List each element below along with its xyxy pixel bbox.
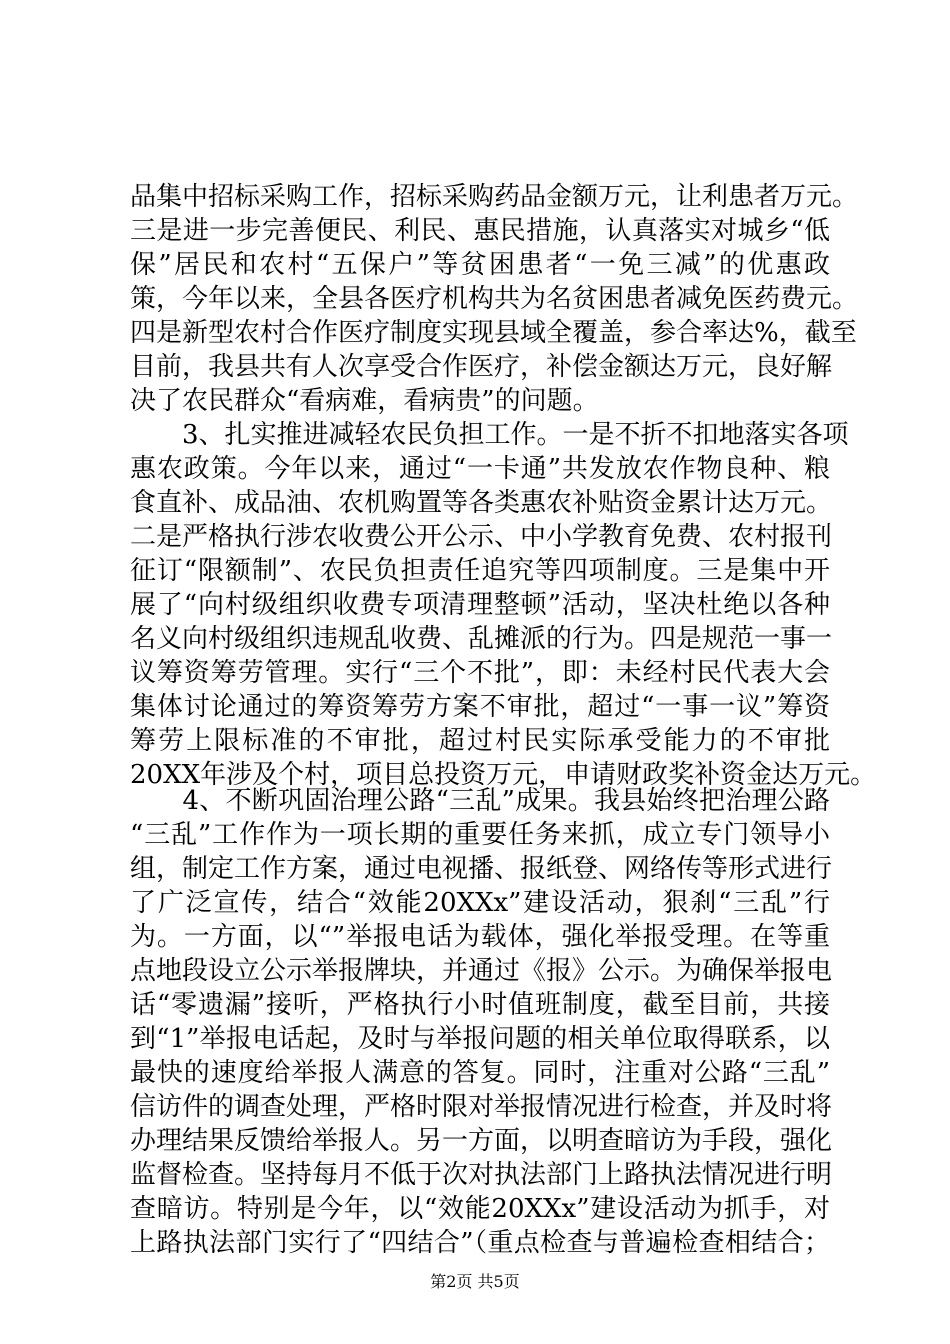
text-line: 名义向村级组织违规乱收费、乱摊派的行为。四是规范一事一 xyxy=(130,624,833,654)
text-line: 惠农政策。今年以来，通过“一卡通”共发放农作物良种、粮 xyxy=(130,454,830,484)
text-line: 上路执法部门实行了“四结合”（重点检查与普遍检查相结合； xyxy=(130,1228,830,1258)
text-line: 集体讨论通过的筹资筹劳方案不审批，超过“一事一议”筹资 xyxy=(130,692,830,722)
text-line: 策，今年以来，全县各医疗机构共为名贫困患者减免医药费元。 xyxy=(130,284,859,314)
text-line: 三是进一步完善便民、利民、惠民措施，认真落实对城乡“低 xyxy=(130,216,830,246)
text-line: 议筹资筹劳管理。实行“三个不批”，即：未经村民代表大会 xyxy=(130,658,830,688)
text-line: 最快的速度给举报人满意的答复。同时，注重对公路“三乱” xyxy=(130,1058,830,1088)
text-line: 四是新型农村合作医疗制度实现县域全覆盖，参合率达%，截至 xyxy=(130,318,857,348)
text-line: 筹劳上限标准的不审批，超过村民实际承受能力的不审批 xyxy=(130,726,830,756)
text-line: 保”居民和农村“五保户”等贫困患者“一免三减”的优惠政 xyxy=(130,250,830,280)
text-line: 组，制定工作方案，通过电视播、报纸登、网络传等形式进行 xyxy=(130,854,833,884)
text-line: 3、扎实推进减轻农民负担工作。一是不折不扣地落实各项 xyxy=(130,420,849,450)
text-line: 信访件的调查处理，严格时限对举报情况进行检查，并及时将 xyxy=(130,1092,833,1122)
text-line: 到“1”举报电话起，及时与举报问题的相关单位取得联系，以 xyxy=(130,1024,830,1054)
text-line: 二是严格执行涉农收费公开公示、中小学教育免费、农村报刊 xyxy=(130,522,833,552)
text-line: 品集中招标采购工作，招标采购药品金额万元，让利患者万元。 xyxy=(130,182,859,212)
text-line: 征订“限额制”、农民负担责任追究等四项制度。三是集中开 xyxy=(130,556,830,586)
page-number-footer: 第2页 共5页 xyxy=(430,1272,520,1291)
text-line: 监督检查。坚持每月不低于次对执法部门上路执法情况进行明 xyxy=(130,1160,833,1190)
text-line: 食直补、成品油、农机购置等各类惠农补贴资金累计达万元。 xyxy=(130,488,833,518)
text-line: “三乱”工作作为一项长期的重要任务来抓，成立专门领导小 xyxy=(130,820,830,850)
text-line: 目前，我县共有人次享受合作医疗，补偿金额达万元，良好解 xyxy=(130,352,833,382)
text-line: 为。一方面，以“”举报电话为载体，强化举报受理。在等重 xyxy=(130,922,830,952)
text-line: 了广泛宣传，结合“效能20XXx”建设活动，狠刹“三乱”行 xyxy=(130,888,830,918)
text-line: 展了“向村级组织收费专项清理整顿”活动，坚决杜绝以各种 xyxy=(130,590,830,620)
text-line: 决了农民群众“看病难，看病贵”的问题。 xyxy=(130,386,599,416)
text-line: 办理结果反馈给举报人。另一方面，以明查暗访为手段，强化 xyxy=(130,1126,833,1156)
text-line: 查暗访。特别是今年，以“效能20XXx”建设活动为抓手，对 xyxy=(130,1194,830,1224)
text-line: 20XX年涉及个村，项目总投资万元，申请财政奖补资金达万元。 xyxy=(130,760,877,790)
text-line: 话“零遗漏”接听，严格执行小时值班制度，截至目前，共接 xyxy=(130,990,830,1020)
text-line: 4、不断巩固治理公路“三乱”成果。我县始终把治理公路 xyxy=(130,786,830,816)
text-line: 点地段设立公示举报牌块，并通过《报》公示。为确保举报电 xyxy=(130,956,833,986)
